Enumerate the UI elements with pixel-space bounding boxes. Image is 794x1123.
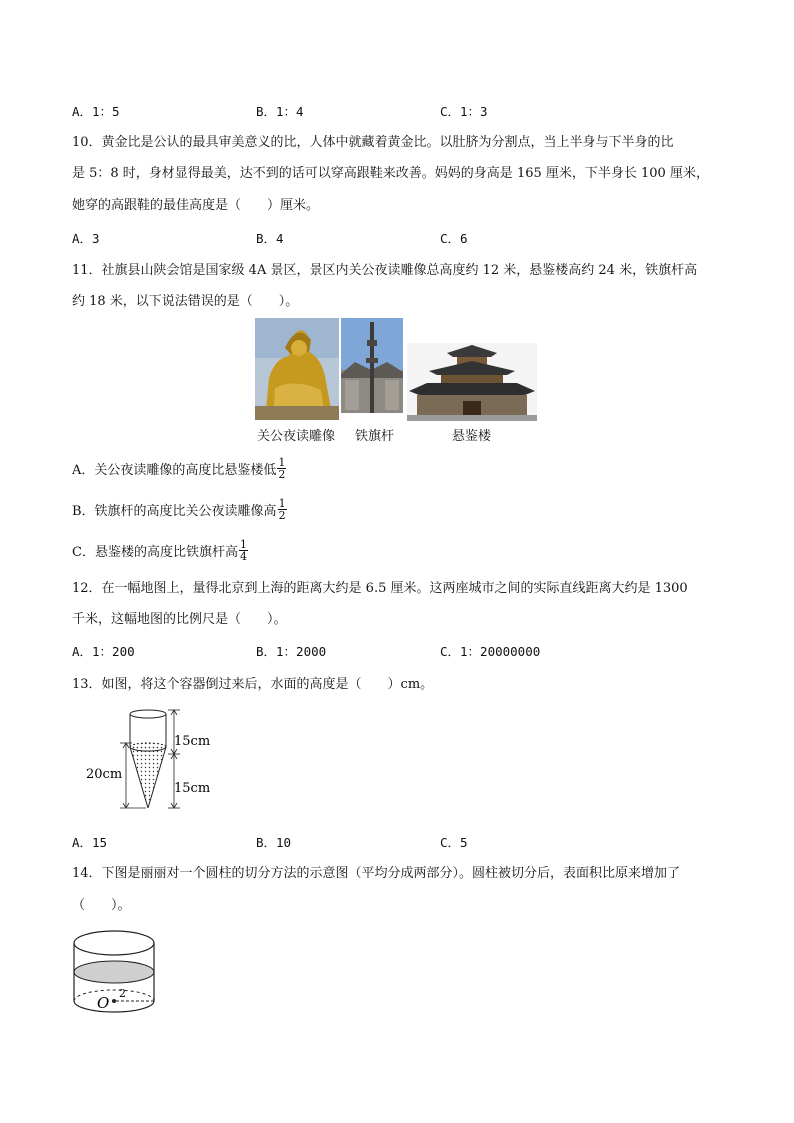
cylinder-diagram bbox=[70, 928, 160, 1018]
q10-text-line-3: 她穿的高跟鞋的最佳高度是（ ）厘米。 bbox=[72, 198, 320, 213]
q11-option-b-fraction bbox=[278, 498, 287, 521]
q12-text-line-2: 千米，这幅地图的比例尺是（ ）。 bbox=[72, 612, 287, 627]
q10-option-c: C．6 bbox=[440, 231, 468, 246]
q10-option-a: A．3 bbox=[72, 231, 100, 246]
q12-option-b: B．1：2000 bbox=[256, 644, 327, 659]
q11-option-c-fraction bbox=[239, 539, 248, 562]
label-total-height: 20cm bbox=[86, 767, 123, 782]
q14-text-line-1: 14．下图是丽丽对一个圆柱的切分方法的示意图（平均分成两部分）。圆柱被切分后，表面积比原来增加了 bbox=[72, 866, 681, 881]
q13-option-b: B．10 bbox=[256, 835, 292, 850]
q11-option-a-text: A．关公夜读雕像的高度比悬鉴楼低 bbox=[72, 463, 277, 478]
radius-label: 2 bbox=[119, 987, 126, 1000]
q11-option-b bbox=[72, 497, 287, 523]
label-bottom-height: 15cm bbox=[174, 781, 211, 796]
tower-image bbox=[407, 343, 537, 421]
q10-text-line-1: 10．黄金比是公认的最具审美意义的比，人体中就藏着黄金比。以肚脐为分割点，当上半身与下半身的比 bbox=[72, 135, 674, 150]
caption-flagpole: 铁旗杆 bbox=[355, 429, 395, 444]
q13-option-c: C．5 bbox=[440, 835, 468, 850]
flagpole-image bbox=[341, 318, 403, 413]
caption-statue: 关公夜读雕像 bbox=[257, 429, 336, 444]
q11-text-line-1: 11．社旗县山陕会馆是国家级 4A 景区，景区内关公夜读雕像总高度约 12 米，悬鉴楼高约 24 米，铁旗杆高 bbox=[72, 263, 698, 278]
q11-option-c-text: C．悬鉴楼的高度比铁旗杆高 bbox=[72, 545, 238, 560]
q10-text-line-2: 是 5：8 时，身材显得最美，达不到的话可以穿高跟鞋来改善。妈妈的身高是 165 厘米，下半身长 100 厘米， bbox=[72, 166, 709, 181]
q12-option-c: C．1：20000000 bbox=[440, 644, 541, 659]
q11-option-a-fraction bbox=[277, 457, 286, 480]
q12-option-a: A．1：200 bbox=[72, 644, 135, 659]
q9-option-b: B．1：4 bbox=[256, 104, 304, 119]
q13-option-a: A．15 bbox=[72, 835, 108, 850]
fraction-numerator: 1 bbox=[278, 456, 286, 469]
fraction-denominator: 4 bbox=[239, 550, 247, 563]
flagpole-photo bbox=[341, 318, 403, 413]
q9-option-c: C．1：3 bbox=[440, 104, 488, 119]
q11-option-b-text: B．铁旗杆的高度比关公夜读雕像高 bbox=[72, 504, 277, 519]
q10-option-b: B．4 bbox=[256, 231, 284, 246]
caption-tower: 悬鉴楼 bbox=[452, 429, 492, 444]
container-diagram bbox=[84, 702, 224, 814]
q13-text-line-1: 13．如图，将这个容器倒过来后，水面的高度是（ ）cm。 bbox=[72, 677, 434, 692]
statue-image bbox=[255, 318, 339, 420]
fraction-numerator: 1 bbox=[278, 497, 286, 510]
q11-text-line-2: 约 18 米，以下说法错误的是（ ）。 bbox=[72, 294, 299, 309]
fraction-denominator: 2 bbox=[278, 509, 286, 522]
fraction-denominator: 2 bbox=[278, 468, 286, 481]
center-label: O bbox=[97, 994, 110, 1012]
q14-text-line-2: （ ）。 bbox=[72, 898, 131, 913]
q11-option-a bbox=[72, 456, 286, 482]
fraction-numerator: 1 bbox=[239, 538, 247, 551]
tower-photo bbox=[407, 343, 537, 421]
q11-option-c bbox=[72, 538, 248, 564]
q12-text-line-1: 12．在一幅地图上，量得北京到上海的距离大约是 6.5 厘米。这两座城市之间的实际直线距离大约是 1300 bbox=[72, 581, 688, 596]
label-top-height: 15cm bbox=[174, 734, 211, 749]
q9-option-a: A．1：5 bbox=[72, 104, 120, 119]
statue-photo bbox=[255, 318, 339, 420]
